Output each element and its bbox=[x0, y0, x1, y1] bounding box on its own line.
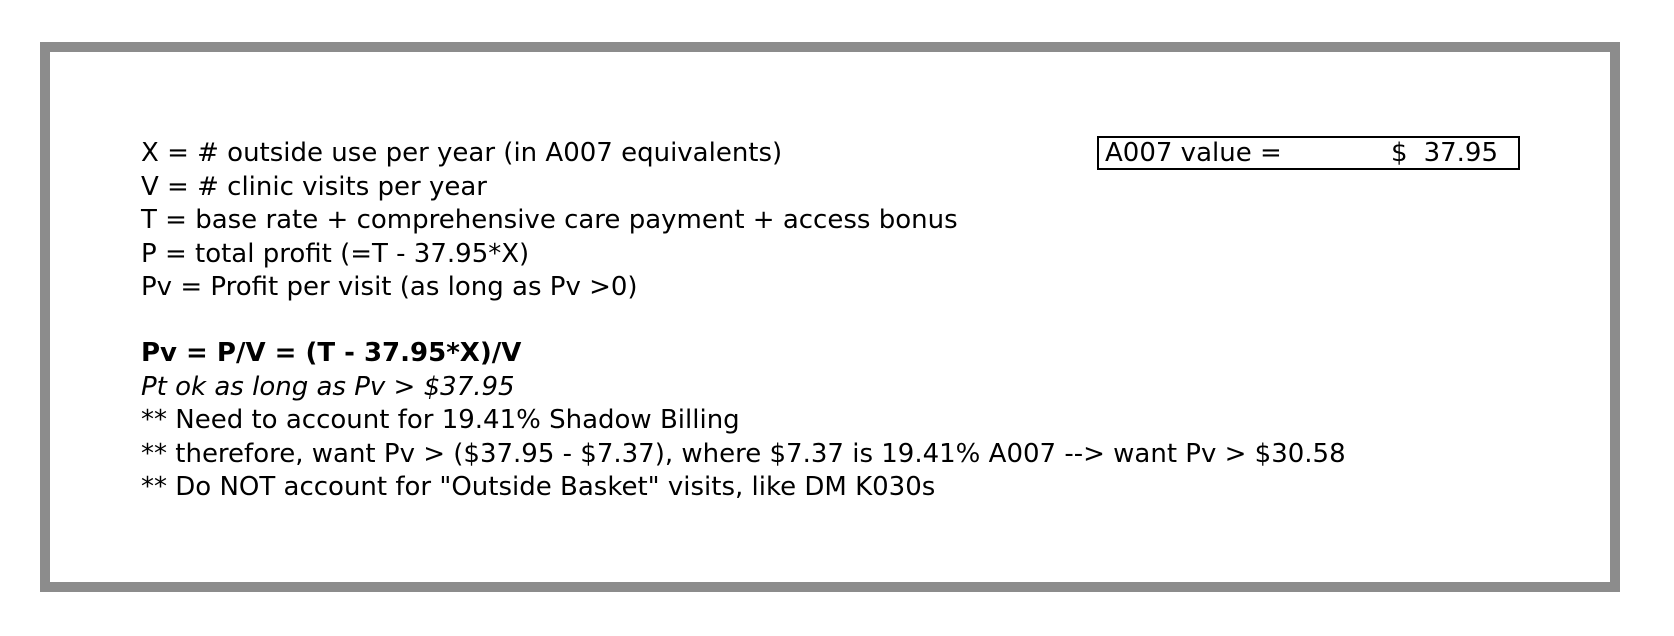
note-outside-basket: ** Do NOT account for "Outside Basket" visits, like DM K030s bbox=[141, 472, 936, 502]
a007-value-currency: $ bbox=[1391, 138, 1408, 168]
definition-p: P = total profit (=T - 37.95*X) bbox=[141, 238, 530, 269]
definition-pv: Pv = Profit per visit (as long as Pv >0) bbox=[141, 272, 638, 302]
a007-value-amount: 37.95 bbox=[1423, 138, 1498, 168]
definition-v: V = # clinic visits per year bbox=[141, 171, 487, 202]
definition-t: T = base rate + comprehensive care payment + access bonus bbox=[141, 205, 958, 235]
variable-definitions bbox=[141, 137, 958, 305]
definition-x: X = # outside use per year (in A007 equivalents) bbox=[141, 138, 783, 168]
a007-value-label: A007 value = bbox=[1105, 138, 1282, 168]
note-threshold: ** therefore, want Pv > ($37.95 - $7.37), where $7.37 is 19.41% A007 --> want Pv > $30.58 bbox=[141, 438, 1346, 469]
condition-line: Pt ok as long as Pv > $37.95 bbox=[141, 371, 515, 402]
profit-per-visit-formula: Pv = P/V = (T - 37.95*X)/V bbox=[141, 338, 522, 368]
formula-notes bbox=[141, 337, 1346, 505]
note-shadow-billing: ** Need to account for 19.41% Shadow Billing bbox=[141, 405, 740, 435]
document-frame bbox=[40, 42, 1620, 592]
a007-value-box bbox=[1097, 136, 1520, 170]
